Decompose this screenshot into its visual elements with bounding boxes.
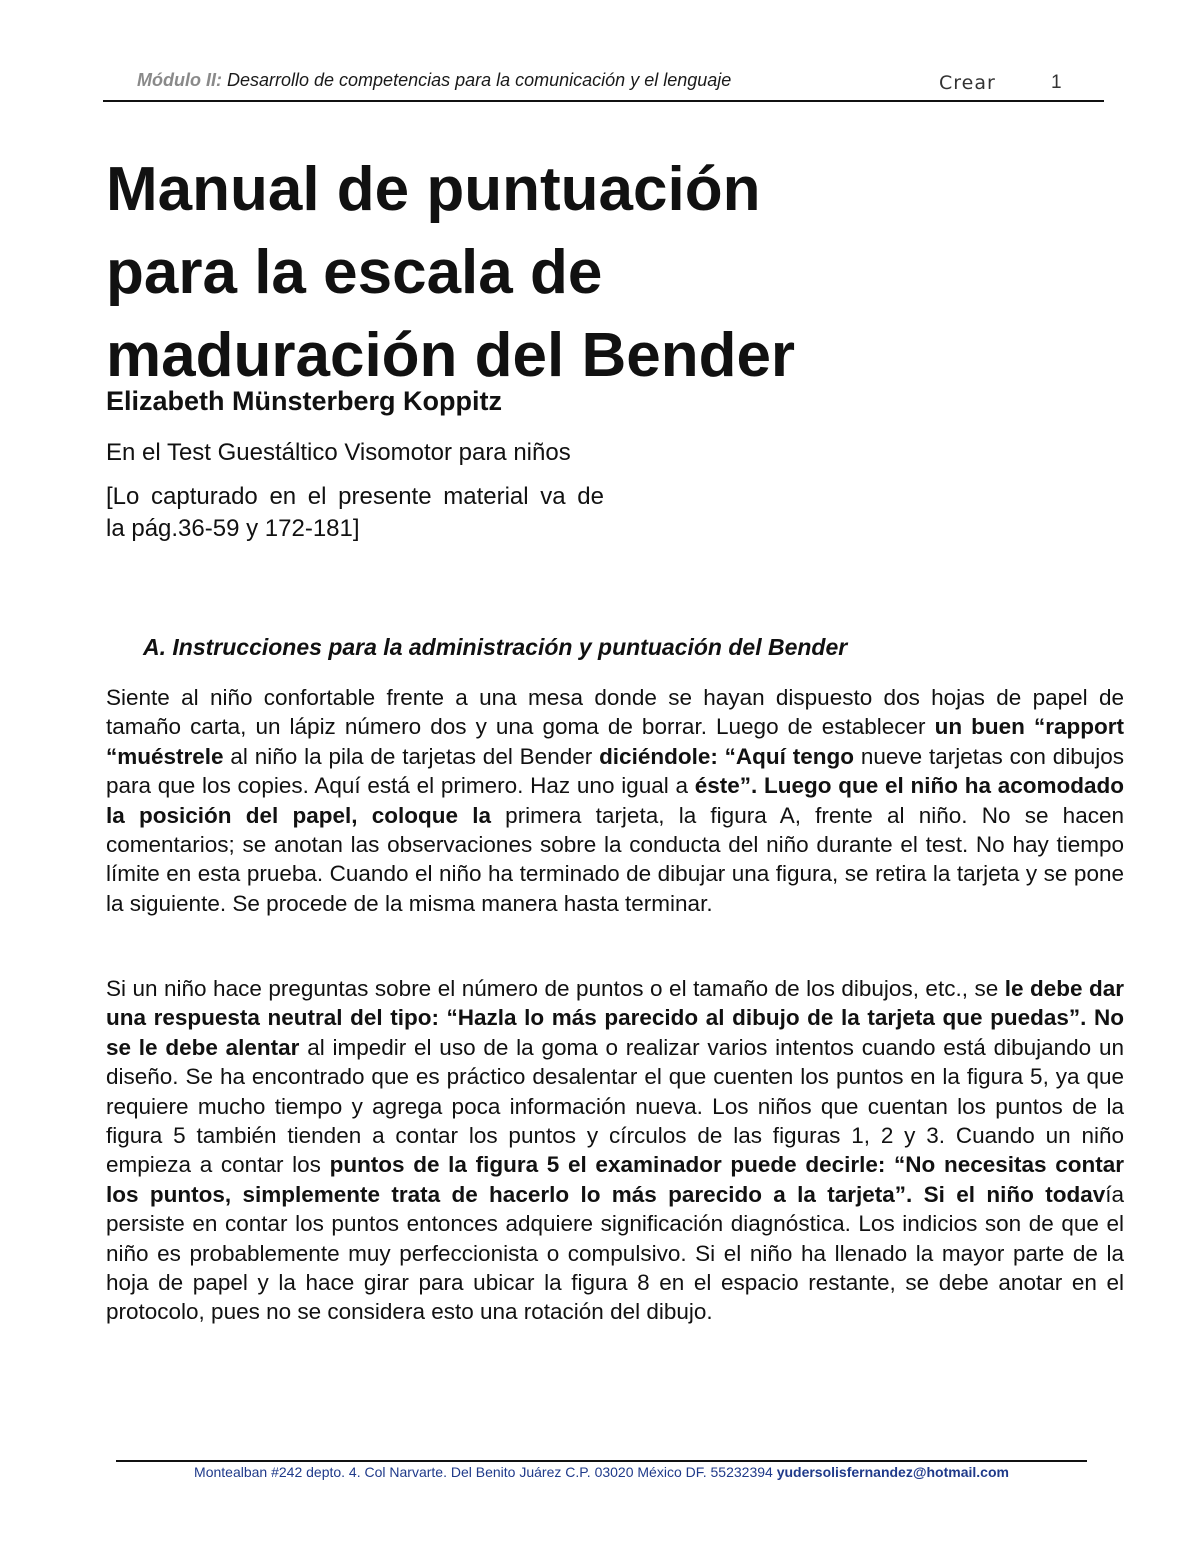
paragraph-run-bold: diciéndole: “Aquí tengo: [599, 743, 854, 769]
module-title: Desarrollo de competencias para la comunicación y el lenguaje: [221, 70, 732, 90]
paragraph-questions: [106, 974, 1124, 1327]
page-footer: [116, 1464, 1087, 1480]
subtitle: En el Test Guestáltico Visomotor para niños: [106, 439, 571, 466]
pages-note-line: la pág.36-59 y 172-181]: [106, 515, 360, 542]
paragraph-instructions: [106, 683, 1124, 918]
pages-note-line: [Lo capturado en el presente material va de: [106, 483, 604, 510]
footer-divider: [116, 1460, 1087, 1462]
title-line: Manual de puntuación: [106, 155, 761, 224]
paragraph-run: Siente al niño confortable frente a una mesa donde se hayan dispuesto dos hojas de papel de tamaño carta, un lápiz número dos y una goma de borrar. Luego de establecer: [106, 685, 1124, 740]
paragraph-run-bold: le debe dar una respuesta neutral del tipo: “Hazla lo más parecido al dibujo de la tarjeta que puedas”. No se le debe alentar: [106, 976, 1125, 1060]
footer-address: Montealban #242 depto. 4. Col Narvarte. Del Benito Juárez C.P. 03020 México DF. 55232394: [194, 1464, 777, 1480]
pages-note: [106, 481, 604, 545]
header-crear-label: Crear: [939, 72, 996, 94]
title-line: maduración del Bender: [106, 321, 796, 390]
module-label: Módulo II:: [137, 70, 222, 90]
paragraph-run: al niño la pila de tarjetas del Bender: [223, 743, 600, 769]
paragraph-run: Si un niño hace preguntas sobre el número de puntos o el tamaño de los dibujos, etc., se: [106, 976, 1005, 1001]
section-title: A. Instrucciones para la administración y puntuación del Bender: [143, 634, 848, 660]
paragraph-run: ía persiste en contar los puntos entonces adquiere significación diagnóstica. Los indicios son de que el niño es probablemente muy perfeccionista o compulsivo. Si el niño ha llenado la mayor parte de la hoja de papel y la hace girar para ubicar la figura 8 en el espacio restante, se debe anotar en el protocolo, pues no se considera esto una rotación del dibujo.: [106, 1181, 1124, 1325]
title-line: para la escala de: [106, 238, 603, 307]
footer-email-link[interactable]: yudersolisfernandez@hotmail.com: [776, 1464, 1009, 1480]
page-number: 1: [1051, 72, 1062, 93]
paragraph-run-bold: éste”. Luego que el niño ha acomodado la posición del papel, coloque la: [106, 773, 1124, 828]
page-header: [103, 66, 1104, 102]
module-heading: [137, 70, 731, 91]
paragraph-run-bold: un buen “rapport “muéstrele: [106, 714, 1124, 769]
document-title: [106, 148, 795, 397]
paragraph-run: nueve tarjetas con dibujos para que los copies. Aquí está el primero. Haz uno igual a: [106, 743, 1124, 799]
author-name: Elizabeth Münsterberg Koppitz: [106, 386, 503, 416]
paragraph-run: al impedir el uso de la goma o realizar varios intentos cuando está dibujando un diseño. Se ha encontrado que es práctico desalentar el que cuenten los puntos en la figura 5, ya que requiere mucho tiempo y agrega poca información nueva. Los niños que cuentan los puntos de la figura 5 también tienden a contar los puntos y círculos de las figuras 1, 2 y 3. Cuando un niño empieza a contar los: [106, 1034, 1124, 1178]
paragraph-run-bold: puntos de la figura 5 el examinador puede decirle: “No necesitas contar los puntos, simplemente trata de hacerlo lo más parecido a la tarjeta”. Si el niño todav: [106, 1152, 1124, 1207]
paragraph-run: primera tarjeta, la figura A, frente al niño. No se hacen comentarios; se anotan las observaciones sobre la conducta del niño durante el test. No hay tiempo límite en esta prueba. Cuando el niño ha terminado de dibujar una figura, se retira la tarjeta y se pone la siguiente. Se procede de la misma manera hasta terminar.: [106, 802, 1124, 916]
